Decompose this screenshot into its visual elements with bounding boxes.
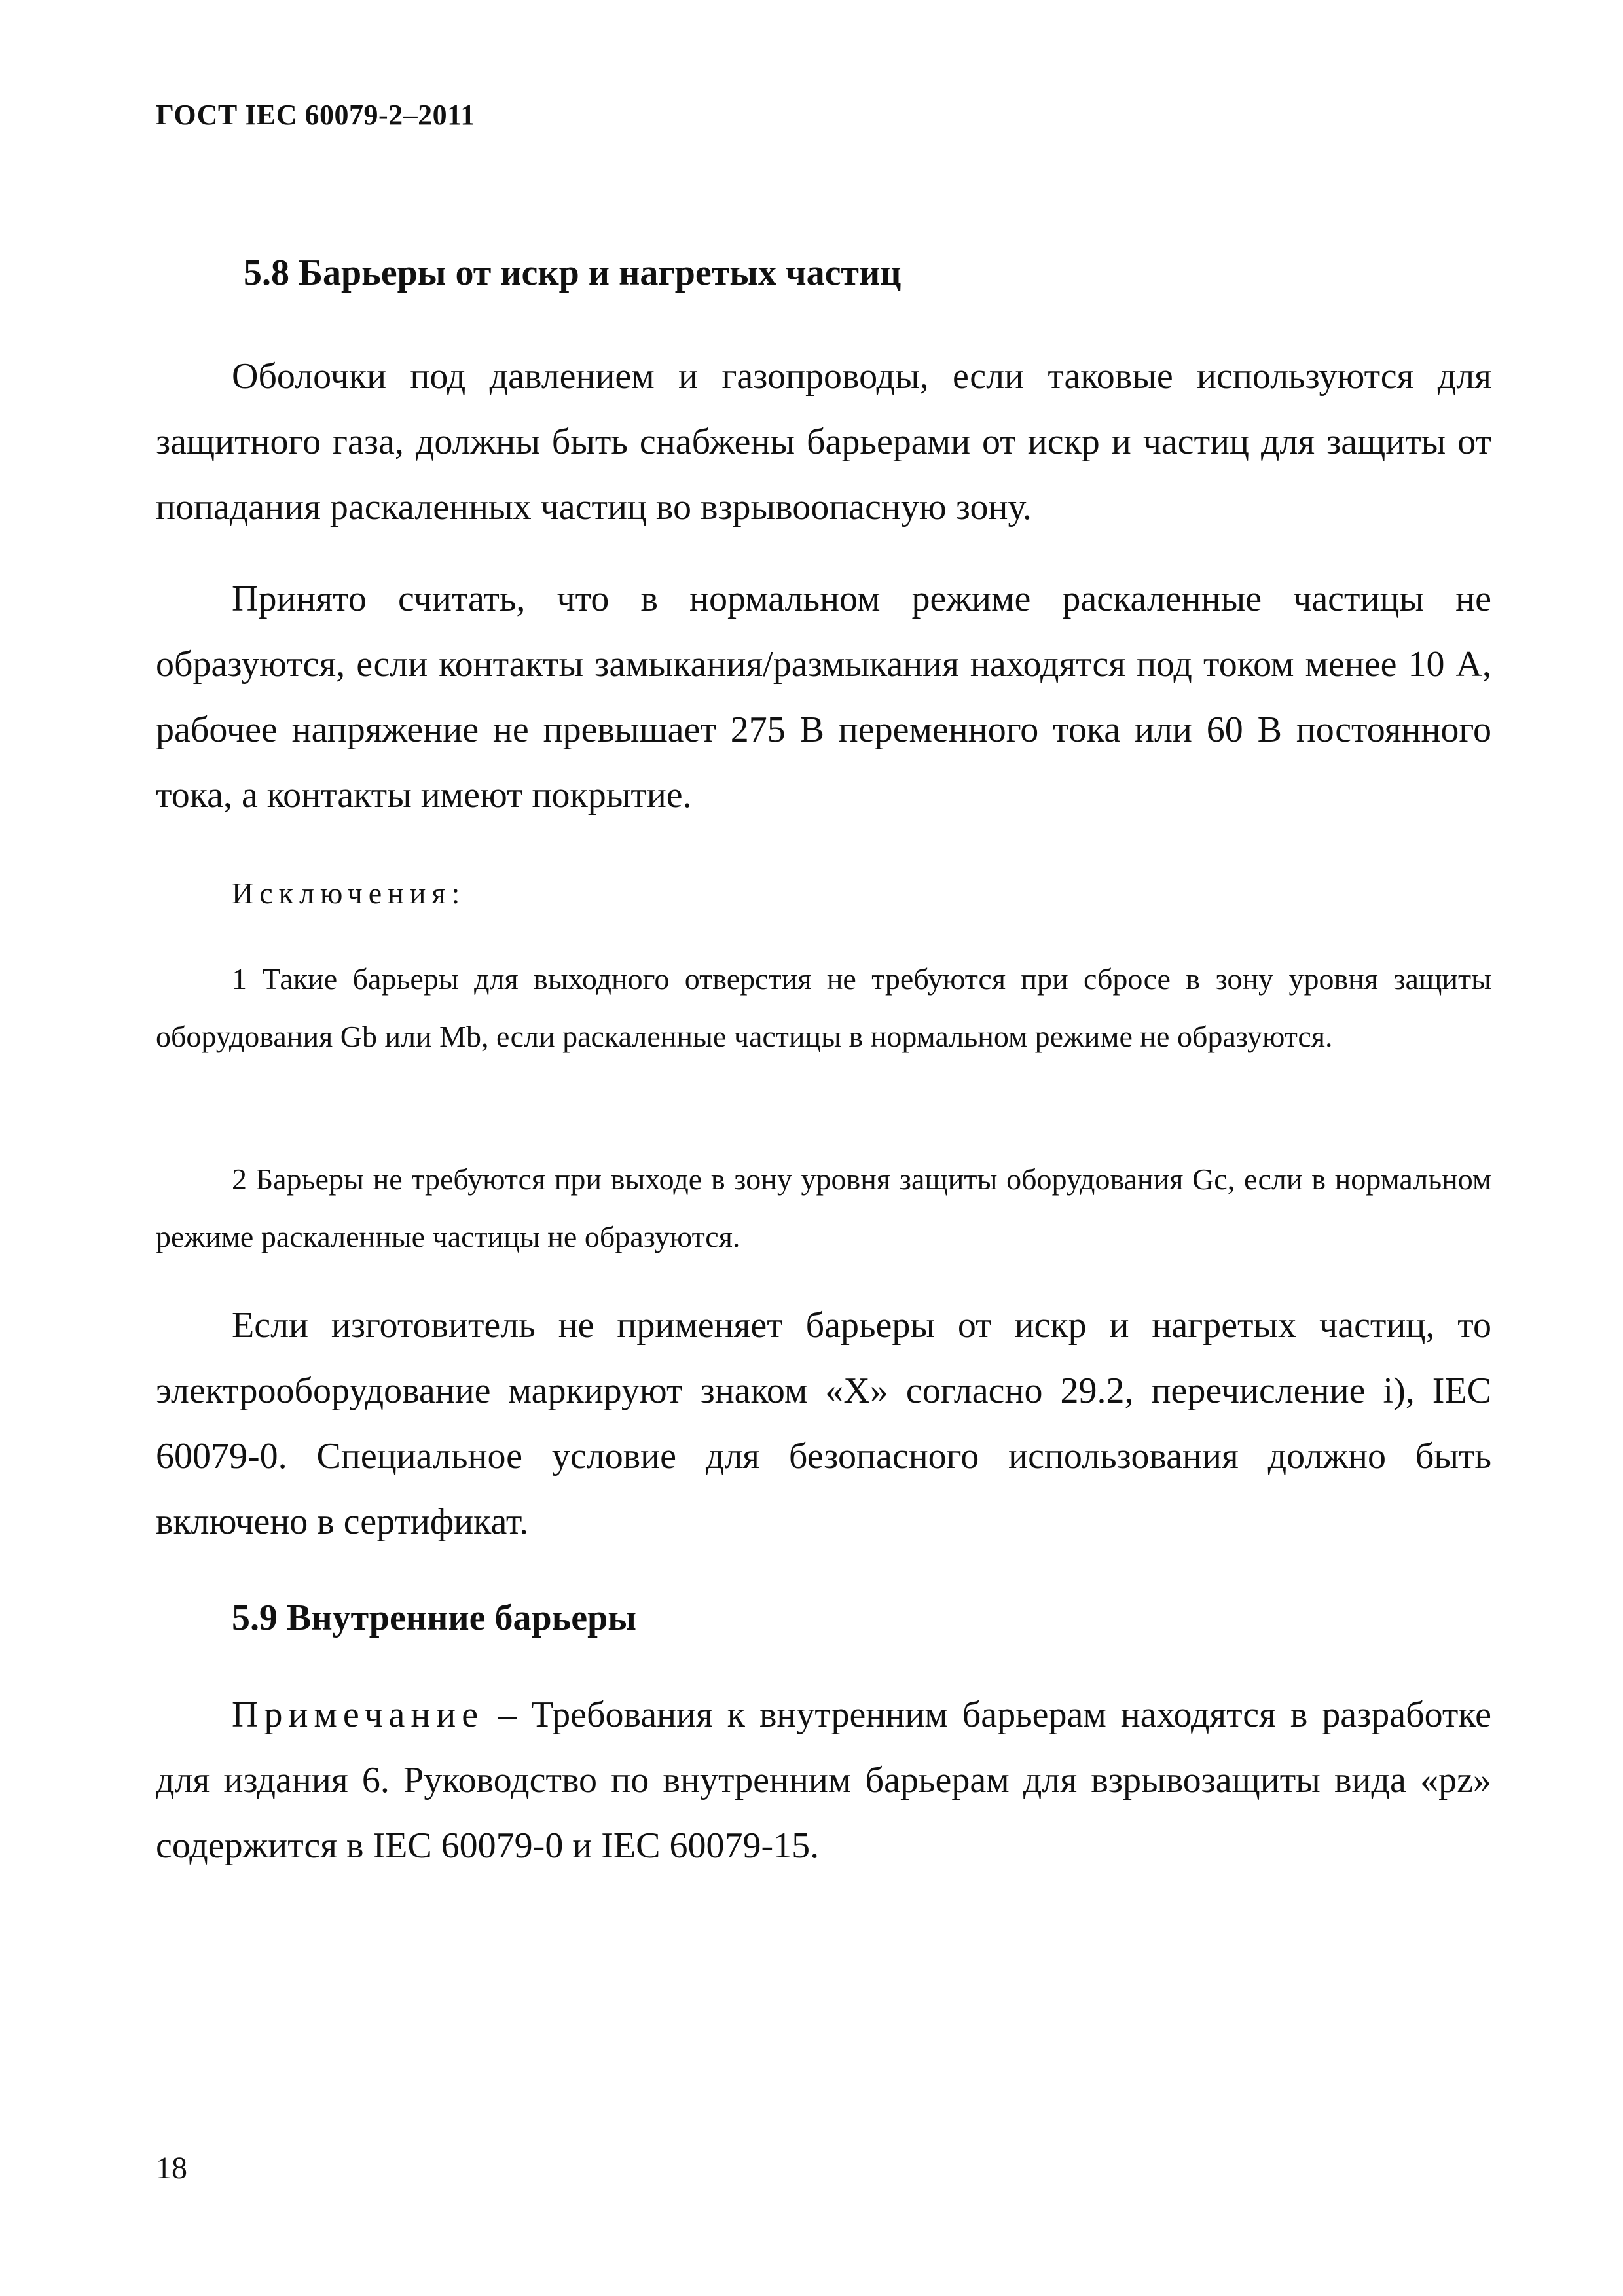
exceptions-label: Исключения: xyxy=(232,876,466,910)
paragraph-marking: Если изготовитель не применяет барьеры от искр и нагретых частиц, то электрооборудование маркируют знаком «X» согласно 29.2, перечисление i), IEC 60079-0. Специальное условие для безопасного использования должно быть включено в сертификат. xyxy=(156,1305,1491,1542)
note-label: Примечание xyxy=(232,1695,484,1735)
section-heading-5-9: 5.9 Внутренние барьеры xyxy=(232,1598,636,1638)
section-heading-5-8: 5.8 Барьеры от искр и нагретых частиц xyxy=(244,253,902,293)
exception-item-2: 2 Барьеры не требуются при выходе в зону уровня защиты оборудования Gc, если в нормальном режиме раскаленные частицы не образуются. xyxy=(156,1162,1491,1253)
note-paragraph xyxy=(156,1682,1491,1878)
exception-item-1: 1 Такие барьеры для выходного отверстия не требуются при сбросе в зону уровня защиты оборудования Gb или Mb, если раскаленные частицы в нормальном режиме не образуются. xyxy=(156,962,1491,1053)
page-number: 18 xyxy=(156,2151,187,2185)
document-header: ГОСТ IEC 60079-2–2011 xyxy=(156,99,475,131)
paragraph-protective-gas: Оболочки под давлением и газопроводы, если таковые используются для защитного газа, должны быть снабжены барьерами от искр и частиц для защиты от попадания раскаленных частиц во взрывоопасную зону. xyxy=(156,356,1491,528)
note-text: – Требования к внутренним барьерам находятся в разработке для издания 6. Руководство по внутренним барьерам для взрывозащиты вида «pz» содержится в IEC 60079-0 и IEC 60079-15. xyxy=(156,1695,1491,1866)
paragraph-hot-particles: Принято считать, что в нормальном режиме раскаленные частицы не образуются, если контакты замыкания/размыкания находятся под током менее 10 А, рабочее напряжение не превышает 275 В переменного тока или 60 В постоянного тока, а контакты имеют покрытие. xyxy=(156,579,1491,816)
